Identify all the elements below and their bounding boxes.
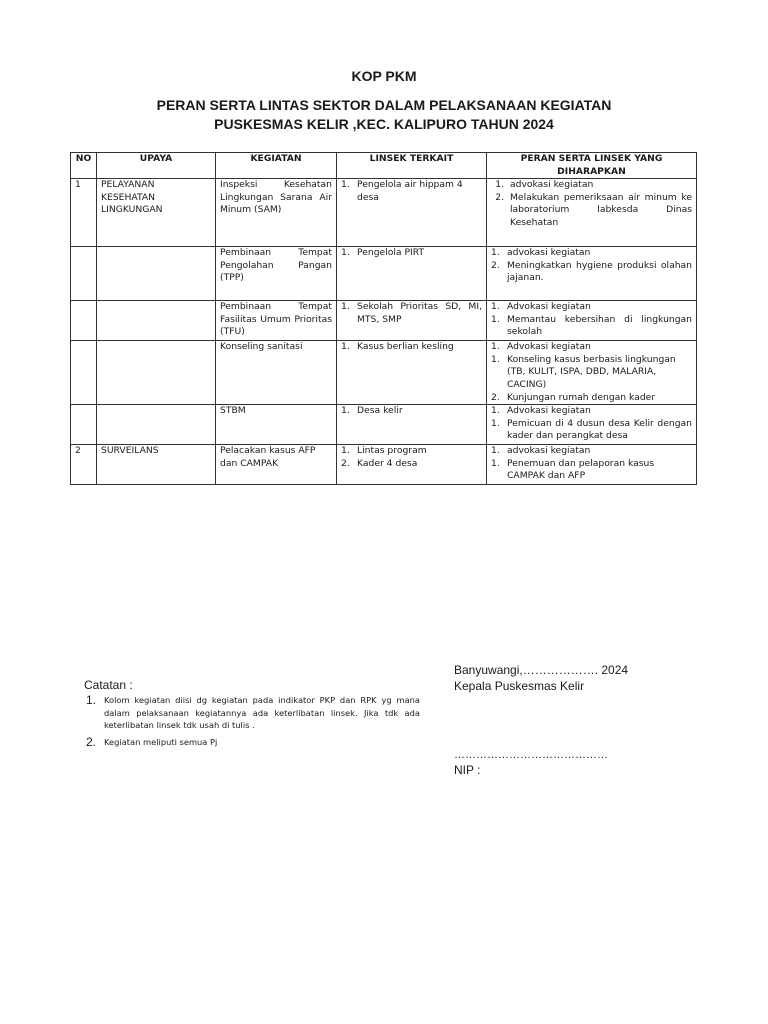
catatan-text: Kolom kegiatan diisi dg kegiatan pada indikator PKP dan RPK yg mana dalam pelaksanaan kegiatannya ada keterlibatan linsek. Jika tdk ada keterlibatan linsek tdk usah di tulis . bbox=[104, 695, 420, 730]
list-item: 1. Advokasi kegiatan bbox=[491, 301, 591, 313]
list-item: 1. Konseling kasus berbasis lingkungan (TB, KULIT, ISPA, DBD, MALARIA, CACING) bbox=[491, 353, 676, 390]
cell-no bbox=[71, 247, 97, 301]
cell-peran bbox=[487, 341, 697, 405]
table-row bbox=[71, 445, 697, 485]
linsek-table bbox=[70, 152, 697, 485]
title-line-2: PUSKESMAS KELIR ,KEC. KALIPURO TAHUN 2024 bbox=[214, 116, 554, 132]
cell-upaya bbox=[97, 301, 216, 341]
list-item: 1. advokasi kegiatan bbox=[491, 445, 591, 457]
cell-peran bbox=[487, 445, 697, 485]
list-item: 1. Pengelola air hippam 4 desa bbox=[341, 179, 463, 203]
list-item: 1. Advokasi kegiatan bbox=[491, 405, 591, 417]
catatan-label: Catatan : bbox=[84, 678, 133, 692]
table-row bbox=[71, 405, 697, 445]
cell-upaya bbox=[97, 341, 216, 405]
cell-peran bbox=[487, 301, 697, 341]
cell-no: 2 bbox=[71, 445, 97, 485]
signature-block bbox=[454, 662, 628, 778]
cell-upaya bbox=[97, 405, 216, 445]
table-row bbox=[71, 301, 697, 341]
cell-linsek bbox=[337, 301, 487, 341]
cell-kegiatan: STBM bbox=[216, 405, 337, 445]
cell-kegiatan: Inspeksi Kesehatan Lingkungan Sarana Air Minum (SAM) bbox=[216, 179, 337, 247]
catatan-number: 1. bbox=[86, 693, 97, 707]
table-row bbox=[71, 179, 697, 247]
cell-linsek bbox=[337, 405, 487, 445]
cell-linsek bbox=[337, 445, 487, 485]
table-header-row bbox=[71, 153, 697, 179]
list-item: 1. Kasus berlian kesling bbox=[341, 341, 454, 353]
list-item: 2. Meningkatkan hygiene produksi olahan jajanan. bbox=[491, 259, 692, 284]
header-linsek: LINSEK TERKAIT bbox=[337, 153, 487, 179]
cell-no bbox=[71, 341, 97, 405]
cell-no: 1 bbox=[71, 179, 97, 247]
kop-pkm-heading: KOP PKM bbox=[351, 68, 417, 84]
list-item: 2. Kunjungan rumah dengan kader bbox=[491, 391, 656, 403]
table-row bbox=[71, 247, 697, 301]
cell-linsek bbox=[337, 341, 487, 405]
cell-peran bbox=[487, 247, 697, 301]
header-no: NO bbox=[71, 153, 97, 179]
list-item bbox=[86, 736, 420, 749]
cell-kegiatan: Konseling sanitasi bbox=[216, 341, 337, 405]
list-item: 1. Penemuan dan pelaporan kasus CAMPAK dan AFP bbox=[491, 457, 655, 482]
cell-kegiatan: Pelacakan kasus AFP dan CAMPAK bbox=[216, 445, 337, 485]
catatan-list bbox=[86, 694, 420, 753]
signature-nip: NIP : bbox=[454, 763, 481, 777]
cell-peran bbox=[487, 179, 697, 247]
header-upaya: UPAYA bbox=[97, 153, 216, 179]
signature-position: Kepala Puskesmas Kelir bbox=[454, 679, 585, 693]
cell-linsek bbox=[337, 247, 487, 301]
cell-upaya: PELAYANAN KESEHATAN LINGKUNGAN bbox=[97, 179, 216, 247]
signature-line: …………………………………… bbox=[454, 749, 608, 761]
list-item: 2. Kader 4 desa bbox=[341, 457, 418, 469]
list-item: 1. Sekolah Prioritas SD, MI, MTS, SMP bbox=[341, 301, 482, 325]
cell-upaya bbox=[97, 247, 216, 301]
catatan-text: Kegiatan meliputi semua Pj bbox=[104, 736, 218, 747]
cell-linsek bbox=[337, 179, 487, 247]
cell-peran bbox=[487, 405, 697, 445]
document-title bbox=[0, 96, 768, 134]
list-item: 1. Pemicuan di 4 dusun desa Kelir dengan kader dan perangkat desa bbox=[491, 417, 692, 442]
cell-kegiatan: Pembinaan Tempat Pengolahan Pangan (TPP) bbox=[216, 247, 337, 301]
list-item: 1. Memantau kebersihan di lingkungan sekolah bbox=[491, 313, 692, 338]
list-item: 1. Advokasi kegiatan bbox=[491, 341, 591, 353]
signature-place-date: Banyuwangi,………………. 2024 bbox=[454, 663, 629, 677]
list-item: 1. Lintas program bbox=[341, 445, 427, 457]
list-item: 1. advokasi kegiatan bbox=[495, 179, 594, 191]
list-item: 1. Pengelola PIRT bbox=[341, 247, 425, 259]
header-peran: PERAN SERTA LINSEK YANG DIHARAPKAN bbox=[487, 153, 697, 179]
cell-upaya: SURVEILANS bbox=[97, 445, 216, 485]
list-item bbox=[86, 694, 420, 732]
list-item: 1. advokasi kegiatan bbox=[491, 247, 591, 259]
list-item: 1. Desa kelir bbox=[341, 405, 403, 417]
cell-kegiatan: Pembinaan Tempat Fasilitas Umum Prioritas (TFU) bbox=[216, 301, 337, 341]
list-item: 2. Melakukan pemeriksaan air minum ke laboratorium labkesda Dinas Kesehatan bbox=[495, 191, 692, 228]
cell-no bbox=[71, 301, 97, 341]
title-line-1: PERAN SERTA LINTAS SEKTOR DALAM PELAKSANAAN KEGIATAN bbox=[156, 97, 612, 113]
cell-no bbox=[71, 405, 97, 445]
catatan-number: 2. bbox=[86, 734, 97, 749]
table-row bbox=[71, 341, 697, 405]
header-kegiatan: KEGIATAN bbox=[216, 153, 337, 179]
